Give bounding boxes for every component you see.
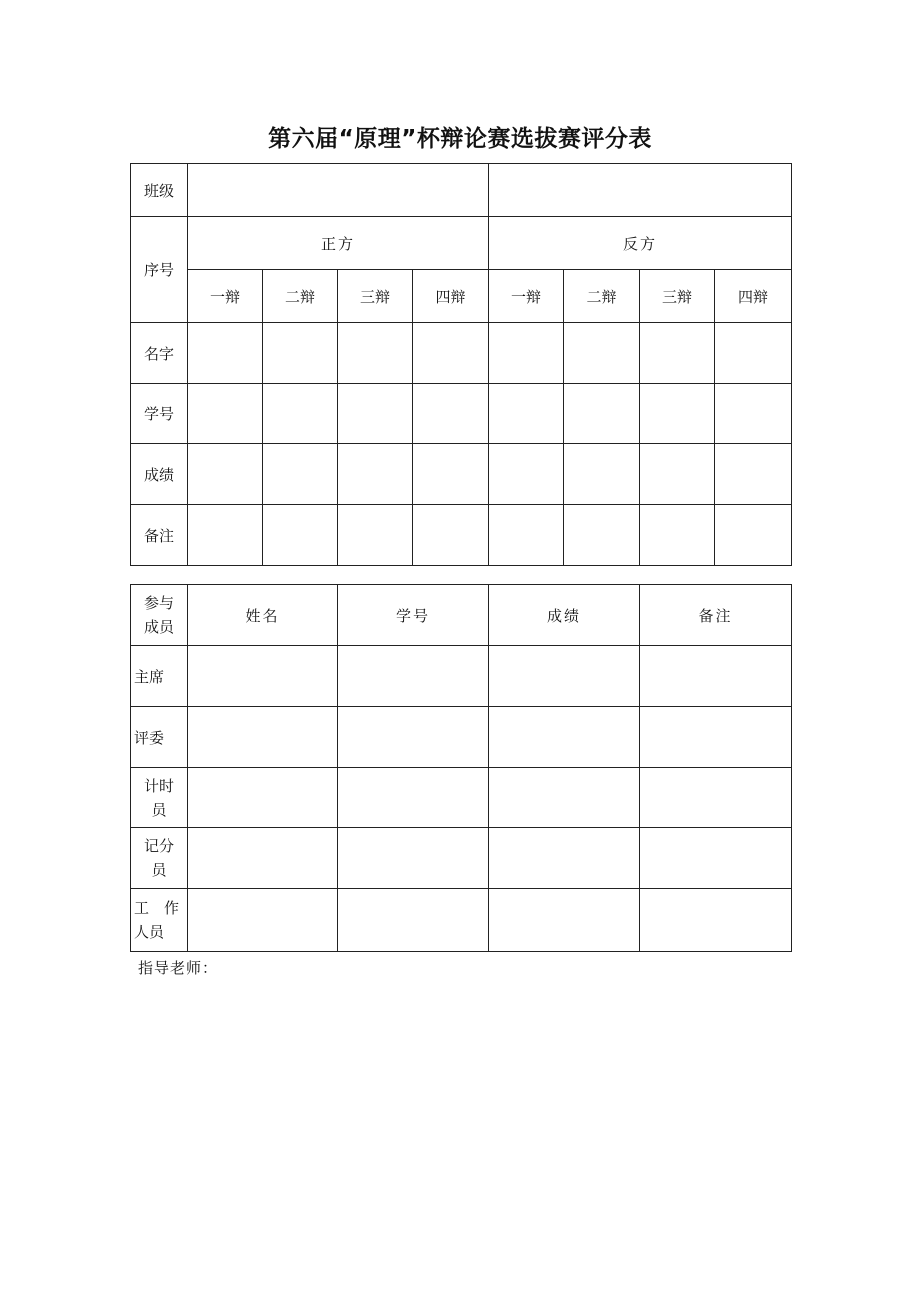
aff-position-4: 四辩: [413, 270, 489, 323]
input-cell[interactable]: [338, 323, 413, 384]
remarks-row: [131, 505, 792, 566]
input-cell[interactable]: [640, 444, 715, 505]
input-cell[interactable]: [188, 828, 338, 889]
input-cell[interactable]: [338, 889, 489, 952]
row-label-name: 名字: [131, 323, 188, 384]
input-cell[interactable]: [489, 384, 564, 444]
input-cell[interactable]: [564, 323, 640, 384]
input-cell[interactable]: [640, 505, 715, 566]
advisor-label: 指导老师：: [138, 959, 219, 977]
role-label-workers: 工 作 人员: [131, 889, 188, 952]
input-cell[interactable]: [564, 384, 640, 444]
input-cell[interactable]: [489, 707, 640, 768]
aff-position-2: 二辩: [263, 270, 338, 323]
input-cell[interactable]: [413, 444, 489, 505]
position-row: [131, 270, 792, 323]
staff-table: [130, 584, 792, 952]
input-cell[interactable]: [263, 384, 338, 444]
aff-position-3: 三辩: [338, 270, 413, 323]
input-cell[interactable]: [489, 323, 564, 384]
input-cell[interactable]: [188, 505, 263, 566]
class-label: 班级: [131, 164, 188, 217]
input-cell[interactable]: [338, 646, 489, 707]
input-cell[interactable]: [338, 707, 489, 768]
input-cell[interactable]: [489, 646, 640, 707]
role-label-judge: 评委: [131, 707, 188, 768]
input-cell[interactable]: [489, 889, 640, 952]
aff-position-1: 一辩: [188, 270, 263, 323]
side-header-row: [131, 217, 792, 270]
input-cell[interactable]: [338, 505, 413, 566]
input-cell[interactable]: [188, 646, 338, 707]
staff-row-chair: [131, 646, 792, 707]
order-label: 序号: [131, 217, 188, 323]
name-row: [131, 323, 792, 384]
input-cell[interactable]: [489, 505, 564, 566]
page-title: 第六届“原理”杯辩论赛选拔赛评分表: [268, 126, 652, 152]
input-cell[interactable]: [338, 828, 489, 889]
input-cell[interactable]: [640, 384, 715, 444]
class-cell-negative[interactable]: [489, 164, 792, 217]
input-cell[interactable]: [413, 384, 489, 444]
score-table: [130, 163, 792, 566]
input-cell[interactable]: [640, 707, 792, 768]
staff-row-workers: [131, 889, 792, 952]
score-row: [131, 444, 792, 505]
input-cell[interactable]: [413, 505, 489, 566]
role-label-chair: 主席: [131, 646, 188, 707]
input-cell[interactable]: [640, 828, 792, 889]
class-cell-affirmative[interactable]: [188, 164, 489, 217]
input-cell[interactable]: [640, 768, 792, 828]
input-cell[interactable]: [188, 444, 263, 505]
staff-header-row: [131, 585, 792, 646]
input-cell[interactable]: [413, 323, 489, 384]
staff-row-timekeeper: [131, 768, 792, 828]
input-cell[interactable]: [564, 505, 640, 566]
input-cell[interactable]: [188, 768, 338, 828]
column-header-student-id: 学号: [338, 585, 489, 646]
column-header-remarks: 备注: [640, 585, 792, 646]
input-cell[interactable]: [188, 323, 263, 384]
column-header-score: 成绩: [489, 585, 640, 646]
neg-position-1: 一辩: [489, 270, 564, 323]
column-header-name: 姓名: [188, 585, 338, 646]
participants-label: 参与 成员: [131, 585, 188, 646]
input-cell[interactable]: [489, 444, 564, 505]
negative-label: 反方: [489, 217, 792, 270]
input-cell[interactable]: [263, 323, 338, 384]
input-cell[interactable]: [188, 889, 338, 952]
input-cell[interactable]: [715, 384, 792, 444]
role-label-timekeeper: 计时 员: [131, 768, 188, 828]
input-cell[interactable]: [640, 889, 792, 952]
neg-position-2: 二辩: [564, 270, 640, 323]
input-cell[interactable]: [263, 505, 338, 566]
row-label-student-id: 学号: [131, 384, 188, 444]
input-cell[interactable]: [715, 505, 792, 566]
input-cell[interactable]: [640, 646, 792, 707]
student-id-row: [131, 384, 792, 444]
input-cell[interactable]: [489, 768, 640, 828]
affirmative-label: 正方: [188, 217, 489, 270]
input-cell[interactable]: [715, 323, 792, 384]
input-cell[interactable]: [489, 828, 640, 889]
row-label-score: 成绩: [131, 444, 188, 505]
class-row: [131, 164, 792, 217]
input-cell[interactable]: [188, 707, 338, 768]
input-cell[interactable]: [640, 323, 715, 384]
input-cell[interactable]: [263, 444, 338, 505]
input-cell[interactable]: [715, 444, 792, 505]
input-cell[interactable]: [338, 768, 489, 828]
staff-row-scorekeeper: [131, 828, 792, 889]
neg-position-3: 三辩: [640, 270, 715, 323]
input-cell[interactable]: [338, 384, 413, 444]
input-cell[interactable]: [564, 444, 640, 505]
input-cell[interactable]: [338, 444, 413, 505]
role-label-scorekeeper: 记分 员: [131, 828, 188, 889]
neg-position-4: 四辩: [715, 270, 792, 323]
row-label-remarks: 备注: [131, 505, 188, 566]
staff-row-judge: [131, 707, 792, 768]
input-cell[interactable]: [188, 384, 263, 444]
